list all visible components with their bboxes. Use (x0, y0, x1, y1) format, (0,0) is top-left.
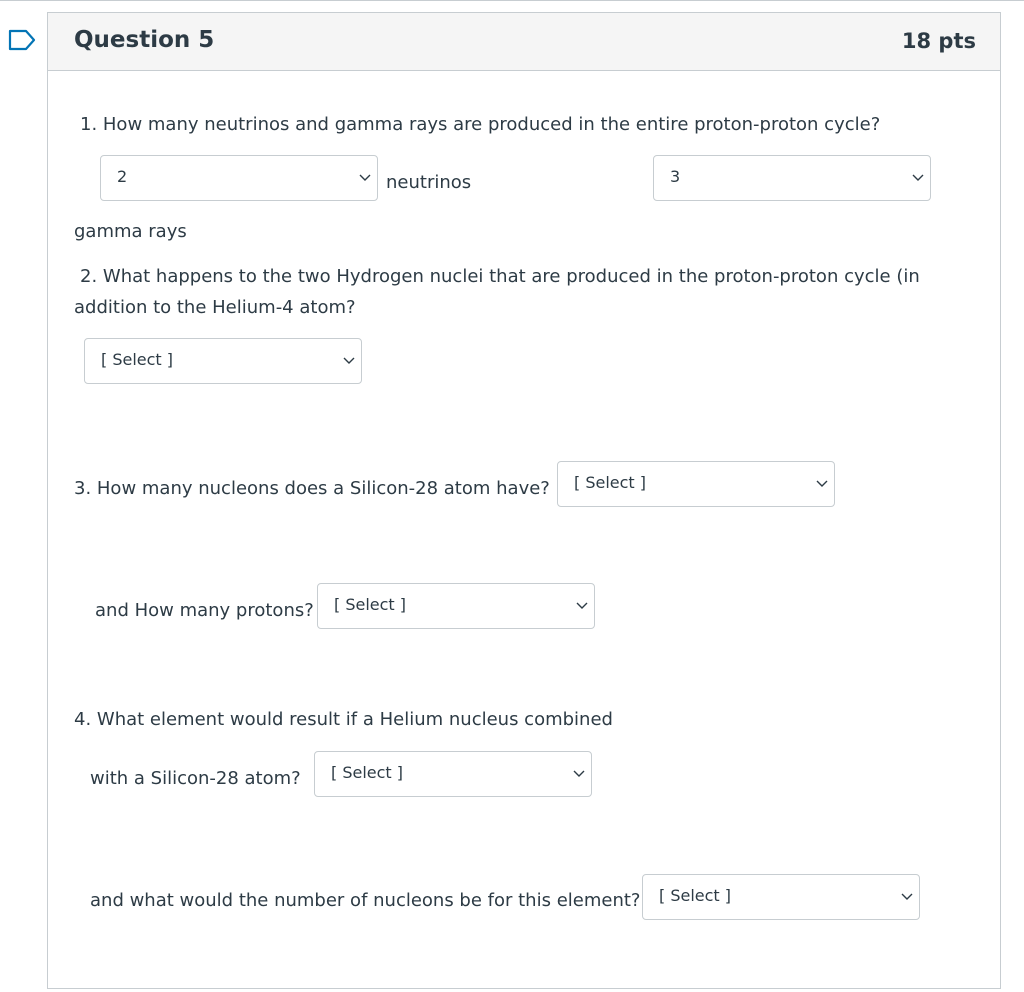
q2-select-value: [ Select ] (101, 350, 174, 369)
question-title: Question 5 (74, 27, 215, 53)
q3-prompt: 3. How many nucleons does a Silicon-28 atom have? (74, 478, 550, 499)
question-header (48, 13, 1000, 71)
q1-neutrinos-select[interactable] (100, 155, 378, 201)
q1-neutrinos-select-value: 2 (117, 167, 128, 186)
q4-element-select[interactable] (314, 751, 592, 797)
top-divider (0, 0, 1024, 1)
q2-select[interactable] (84, 338, 362, 384)
q4-prompt-line1: 4. What element would result if a Helium nucleus combined (74, 709, 613, 730)
q1-prompt: 1. How many neutrinos and gamma rays are produced in the entire proton-proton cycle? (80, 114, 881, 135)
q2-prompt-line2: addition to the Helium-4 atom? (74, 297, 356, 318)
q1-gamma-select[interactable] (653, 155, 931, 201)
q4-element-select-value: [ Select ] (331, 763, 404, 782)
q1-neutrinos-label: neutrinos (386, 172, 472, 193)
q3-protons-select[interactable] (317, 583, 595, 629)
q4-prompt-line2: with a Silicon-28 atom? (90, 768, 301, 789)
q3-nucleons-select-value: [ Select ] (574, 473, 647, 492)
question-points: 18 pts (901, 29, 976, 53)
chevron-down-icon (576, 601, 588, 611)
chevron-down-icon (573, 769, 585, 779)
bookmark-flag-icon[interactable] (8, 29, 36, 51)
q4-nucleons-prompt: and what would the number of nucleons be for this element? (90, 890, 641, 911)
q3-protons-prompt: and How many protons? (95, 600, 314, 621)
chevron-down-icon (816, 479, 828, 489)
chevron-down-icon (901, 892, 913, 902)
q3-nucleons-select[interactable] (557, 461, 835, 507)
q1-gamma-label: gamma rays (74, 221, 187, 242)
q2-prompt-line1: 2. What happens to the two Hydrogen nuclei that are produced in the proton-proton cycle (in (80, 266, 920, 287)
q3-protons-select-value: [ Select ] (334, 595, 407, 614)
q4-nucleons-select[interactable] (642, 874, 920, 920)
chevron-down-icon (359, 173, 371, 183)
chevron-down-icon (343, 356, 355, 366)
chevron-down-icon (912, 173, 924, 183)
q1-gamma-select-value: 3 (670, 167, 681, 186)
q4-nucleons-select-value: [ Select ] (659, 886, 732, 905)
